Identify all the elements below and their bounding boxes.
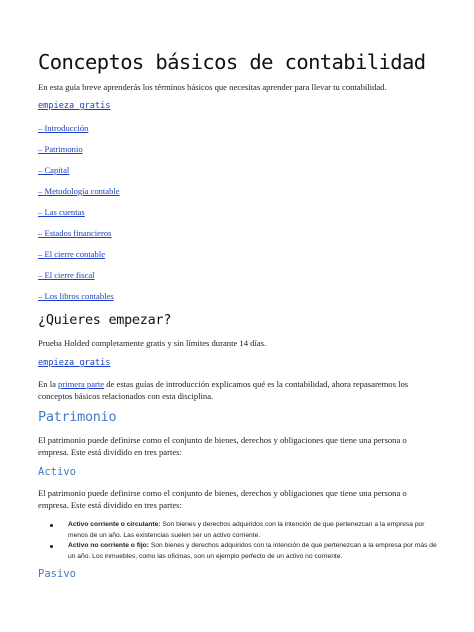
page-title: Conceptos básicos de contabilidad (38, 50, 426, 74)
bullet-term: Activo no corriente o fijo: (68, 542, 149, 549)
toc-link-libros[interactable]: – Los libros contables (38, 291, 114, 301)
activo-paragraph: El patrimonio puede definirse como el conjunto de bienes, derechos y obligaciones que tiene una persona o empresa. Este está dividido en tres partes: (38, 488, 407, 510)
start-heading: ¿Quieres empezar? (38, 312, 172, 328)
bullet-text: Son bienes y derechos adquiridos con la intención de que pertenezcan a la empresa por menos de un año. Las existencias suelen ser un activo corriente. (68, 521, 425, 539)
start-free-link-2[interactable]: empieza gratis (38, 358, 111, 368)
start-free-link[interactable]: empieza gratis (38, 101, 111, 111)
bullet-text: Son bienes y derechos adquiridos con la intención de que pertenezcan a la empresa por más de un año. Los inmuebles, como las oficinas, son un ejemplo perfecto de un activo no corriente. (68, 542, 437, 560)
first-part-link[interactable]: primera parte (58, 379, 105, 389)
activo-heading: Activo (38, 466, 76, 478)
activo-bullet-list (38, 520, 438, 562)
intro-paragraph: En esta guía breve aprenderás los términos básicos que necesitas aprender para llevar tu contabilidad. (38, 82, 387, 92)
toc-link-cierre-contable[interactable]: – El cierre contable (38, 249, 106, 259)
toc-link-capital[interactable]: – Capital (38, 165, 70, 175)
bullet-item (38, 541, 438, 562)
bullet-item (38, 520, 438, 541)
bullet-dot-icon (50, 524, 53, 527)
toc-link-estados[interactable]: – Estados financieros (38, 228, 112, 238)
pasivo-heading: Pasivo (38, 568, 76, 580)
toc-link-cierre-fiscal[interactable]: – El cierre fiscal (38, 270, 95, 280)
patrimonio-heading: Patrimonio (38, 409, 117, 425)
toc-link-metodologia[interactable]: – Metodología contable (38, 186, 120, 196)
bullet-term: Activo corriente o circulante: (68, 521, 161, 528)
toc-link-introduccion[interactable]: – Introducción (38, 123, 89, 133)
toc-link-patrimonio[interactable]: – Patrimonio (38, 144, 83, 154)
series-intro-paragraph (38, 378, 418, 402)
series-intro-before: En la (38, 379, 59, 389)
trial-paragraph: Prueba Holded completamente gratis y sin límites durante 14 días. (38, 338, 267, 348)
series-intro-after: de estas guías de introducción explicamos qué es la contabilidad, ahora repasaremos los conceptos básicos relacionados con esta disciplina. (38, 379, 409, 401)
toc-link-cuentas[interactable]: – Las cuentas (38, 207, 85, 217)
patrimonio-paragraph: El patrimonio puede definirse como el conjunto de bienes, derechos y obligaciones que tiene una persona o empresa. Este está dividido en tres partes: (38, 435, 407, 457)
bullet-dot-icon (50, 545, 53, 548)
